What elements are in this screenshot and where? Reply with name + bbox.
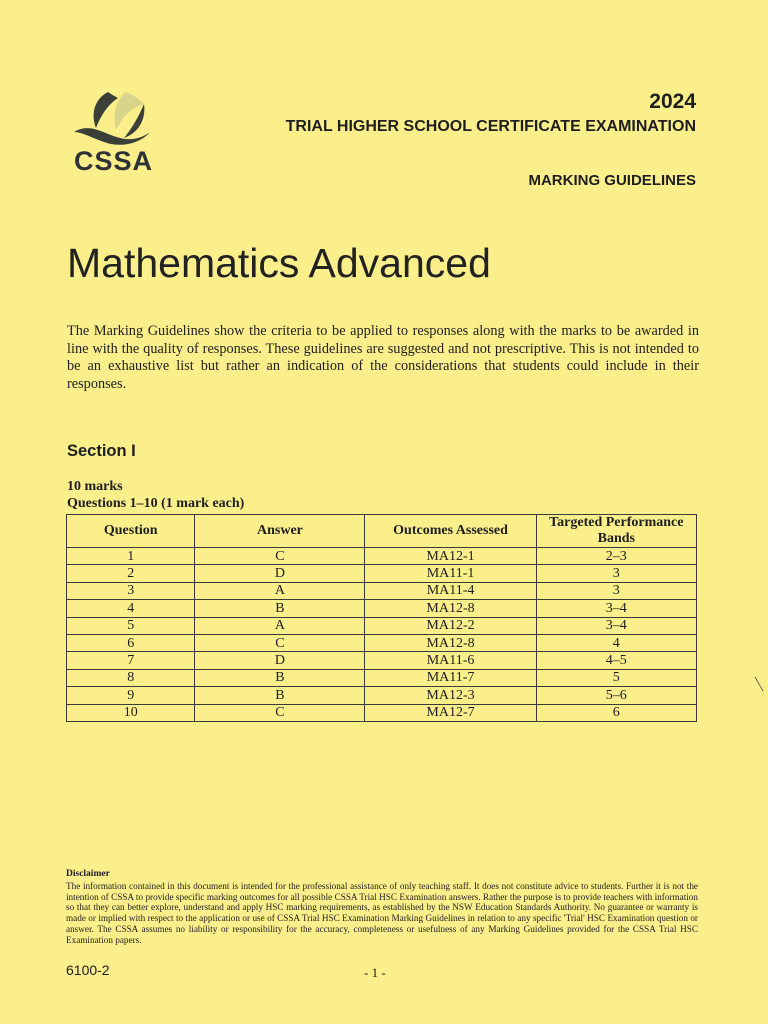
cell-outcome: MA11-1	[365, 565, 536, 582]
cell-band: 3	[536, 565, 696, 582]
cell-question: 6	[67, 634, 195, 651]
cell-question: 8	[67, 669, 195, 686]
table-row	[67, 652, 697, 669]
subject-title: Mathematics Advanced	[67, 240, 491, 286]
cell-question: 1	[67, 548, 195, 565]
section-questions: Questions 1–10 (1 mark each)	[67, 496, 245, 511]
cell-question: 2	[67, 565, 195, 582]
logo-wordmark: CSSA	[74, 146, 154, 176]
cell-question: 5	[67, 617, 195, 634]
table-body	[67, 548, 697, 722]
cell-answer: C	[195, 704, 365, 721]
cell-answer: B	[195, 600, 365, 617]
disclaimer-heading: Disclaimer	[66, 869, 110, 879]
table-row	[67, 600, 697, 617]
cell-answer: B	[195, 669, 365, 686]
cell-question: 4	[67, 600, 195, 617]
page-number: - 1 -	[364, 965, 386, 980]
marking-guidelines-label: MARKING GUIDELINES	[528, 172, 696, 189]
cell-outcome: MA12-1	[365, 548, 536, 565]
cell-band: 5	[536, 669, 696, 686]
cell-answer: C	[195, 548, 365, 565]
cell-answer: B	[195, 687, 365, 704]
section-heading: Section I	[67, 442, 136, 460]
cell-question: 9	[67, 687, 195, 704]
cell-answer: A	[195, 582, 365, 599]
cell-answer: D	[195, 565, 365, 582]
table-row	[67, 617, 697, 634]
table-row	[67, 669, 697, 686]
cell-outcome: MA12-8	[365, 600, 536, 617]
intro-paragraph: The Marking Guidelines show the criteria to be applied to responses along with the marks to be awarded in line with the quality of responses. These guidelines are suggested and not prescriptive. This is not intended to be an exhaustive list but rather an indication of the considerations that students could include in their responses.	[67, 323, 699, 392]
cell-outcome: MA11-6	[365, 652, 536, 669]
header-bands: Targeted Performance Bands	[536, 515, 696, 548]
cell-answer: C	[195, 634, 365, 651]
cell-question: 7	[67, 652, 195, 669]
cell-outcome: MA11-4	[365, 582, 536, 599]
cell-outcome: MA11-7	[365, 669, 536, 686]
document-code: 6100-2	[66, 962, 110, 978]
header-question: Question	[67, 515, 195, 548]
exam-title: TRIAL HIGHER SCHOOL CERTIFICATE EXAMINATION	[285, 118, 696, 135]
cell-band: 4–5	[536, 652, 696, 669]
cell-outcome: MA12-7	[365, 704, 536, 721]
section-marks: 10 marks	[67, 479, 123, 494]
table-row	[67, 687, 697, 704]
cell-outcome: MA12-8	[365, 634, 536, 651]
exam-year: 2024	[649, 90, 696, 113]
table-row	[67, 548, 697, 565]
table-row	[67, 634, 697, 651]
table-header-row	[67, 515, 697, 548]
table-row	[67, 565, 697, 582]
cell-band: 3	[536, 582, 696, 599]
cell-outcome: MA12-3	[365, 687, 536, 704]
answer-table	[66, 514, 697, 722]
cell-answer: A	[195, 617, 365, 634]
cell-band: 5–6	[536, 687, 696, 704]
disclaimer-text: The information contained in this document is intended for the professional assistance of only teaching staff. It does not constitute advice to students. Further it is not the intention of CSSA to provide specific marking outcomes for all possible CSSA Trial HSC Examination answers. Rather the purpose is to provide teachers with information so that they can better explore, understand and apply HSC marking requirements, as established by the NSW Education Standards Authority. No guarantee or warranty is made or implied with respect to the application or use of CSSA Trial HSC Examination Marking Guidelines in relation to any specific 'Trial' HSC Examination question or answer. The CSSA assumes no liability or responsibility for the accuracy, completeness or usefulness of any Marking Guidelines provided for the CSSA Trial HSC Examination papers.	[66, 881, 698, 945]
table-row	[67, 704, 697, 721]
table-row	[67, 582, 697, 599]
scan-artifact-icon	[754, 676, 764, 692]
cell-band: 3–4	[536, 600, 696, 617]
cell-band: 3–4	[536, 617, 696, 634]
cell-question: 3	[67, 582, 195, 599]
cell-band: 4	[536, 634, 696, 651]
header-answer: Answer	[195, 515, 365, 548]
cell-band: 6	[536, 704, 696, 721]
cell-answer: D	[195, 652, 365, 669]
cell-band: 2–3	[536, 548, 696, 565]
cell-outcome: MA12-2	[365, 617, 536, 634]
cell-question: 10	[67, 704, 195, 721]
header-outcomes: Outcomes Assessed	[365, 515, 536, 548]
